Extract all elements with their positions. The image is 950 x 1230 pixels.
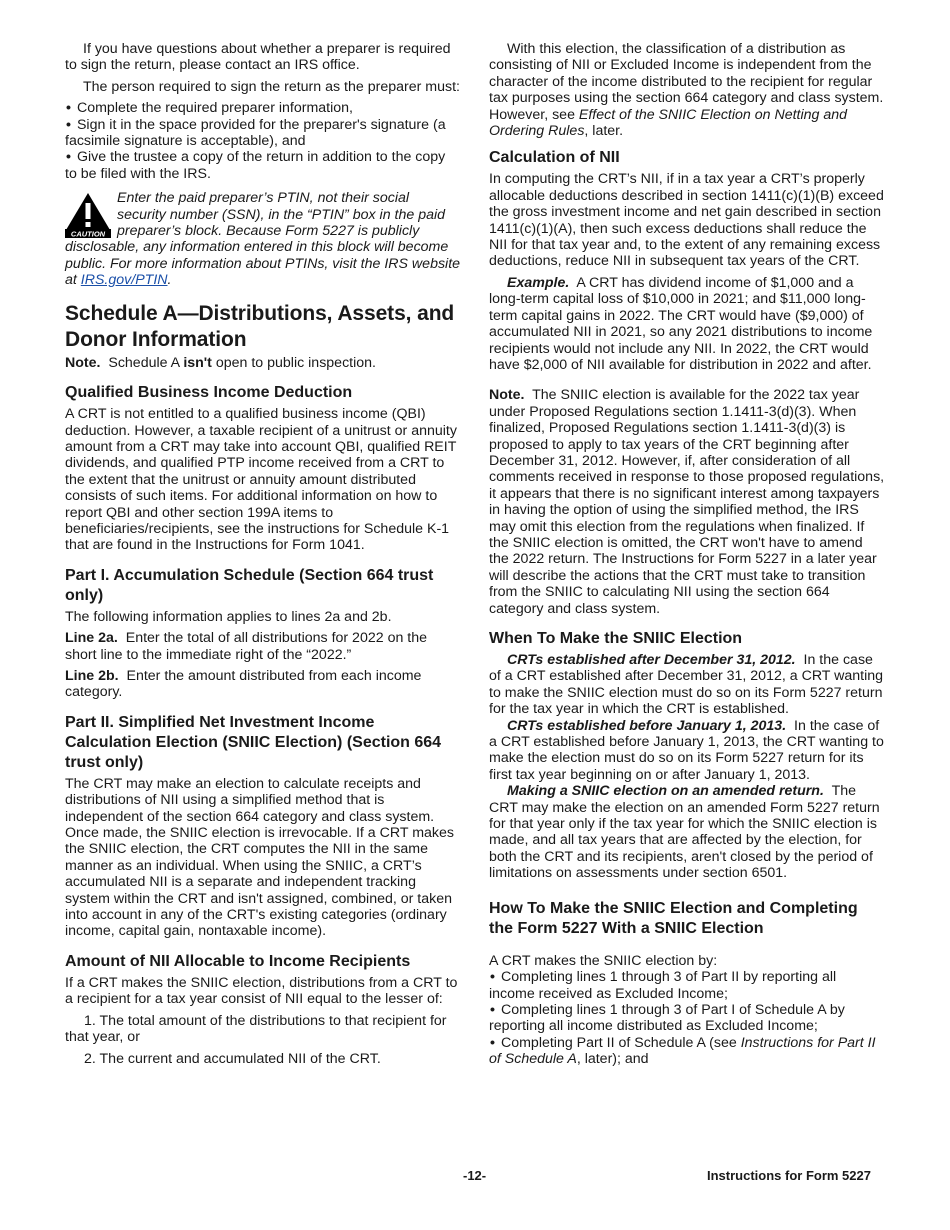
classification-paragraph	[489, 41, 885, 139]
qbi-heading: Qualified Business Income Deduction	[65, 384, 353, 402]
how-b3-text: Completing Part II of Schedule A (see	[500, 1034, 741, 1051]
page-number: -12-	[463, 1168, 487, 1183]
line2b-text: Enter the amount distributed from each income category.	[65, 667, 422, 701]
part2-heading: Part II. Simplified Net Investment Income Calculation Election (SNIIC Election) (Section 664 trust only)	[65, 713, 442, 771]
part1-intro: The following information applies to lines 2a and 2b.	[65, 608, 392, 625]
when-heading: When To Make the SNIIC Election	[489, 630, 743, 647]
example-label: Example.	[507, 274, 570, 291]
how-intro: A CRT makes the SNIIC election by:	[489, 952, 718, 969]
example-text: A CRT has dividend income of $1,000 and a long-term capital loss of $10,000 in 2021; and $11,000 long-term capital gains in 2022. The CRT would have ($9,000) of accumulated NII in 2021, so any 2021 distributions to income recipients would not include any NII. In 2022, the CRT would have $2,000 of NII available for distribution in 2022 and after.	[489, 274, 873, 373]
classification-text: With this election, the classification of a distribution as consisting of NII or Excluded Income is independent from the character of the income distributed to the recipient for regular tax purposes using the section 664 category and class system. However, see	[489, 41, 884, 123]
ptin-link[interactable]: IRS.gov/PTIN	[80, 272, 168, 289]
before-2013-text: In the case of a CRT established before January 1, 2013, the CRT wanting to make the election must do so on its Form 5227 return for its first tax year beginning on or after January 1, 2013.	[489, 717, 884, 783]
example-paragraph	[489, 275, 885, 373]
line2a-label: Line 2a.	[65, 630, 118, 647]
line2a-text: Enter the total of all distributions for 2022 on the short line to the immediate right of the “2022.”	[65, 630, 428, 663]
sniic-note-text: The SNIIC election is available for the 2022 tax year under Proposed Regulations section 1.1411-3(d)(3). When finalized, Proposed Regulations section 1.1411-3(d)(3) is proposed to apply to tax years of the CRT beginning after December 31, 2012. However, if, after consideration of all comments received in response to those proposed regulations, it appears that there is no significant interest among taxpayers in having the option of using the simplified method, the IRS may omit this election from the regulations when finalized. If the SNIIC election is omitted, the CRT won't have to amend the 2022 return. The Instructions for Form 5227 in a later year will describe the actions that the CRT must take to transition from the SNIIC to calculating NII using the section 664 category and class system.	[489, 387, 885, 617]
schedule-a-note	[65, 355, 461, 371]
list-item: • Completing lines 1 through 3 of Part II by reporting all income received as Excluded Income;	[489, 969, 885, 1002]
netting-reference: Effect of the SNIIC Election on Netting and Ordering Rules	[489, 106, 848, 140]
calc-nii-heading: Calculation of NII	[489, 149, 620, 167]
sniic-note-paragraph	[489, 387, 885, 617]
line2b-paragraph	[65, 668, 461, 701]
amount-heading: Amount of NII Allocable to Income Recipients	[65, 952, 411, 970]
note-text: Schedule A	[108, 354, 184, 371]
how-heading: How To Make the SNIIC Election and Completing the Form 5227 With a SNIIC Election	[489, 899, 858, 937]
part2-reference: Instructions for Part II of Schedule A	[489, 1034, 876, 1068]
note-text-end: open to public inspection.	[211, 354, 376, 371]
amended-text: The CRT may make the election on an amended Form 5227 return for that year only if the tax year for which the SNIIC election is made, and all tax years that are affected by the election, for both the CRT and its recipients, aren't closed by the period of limitations on assessments under section 6501.	[489, 783, 880, 882]
caution-label: CAUTION	[70, 229, 106, 239]
caution-icon	[65, 192, 111, 238]
list-item: 1. The total amount of the distributions to that recipient for that year, or	[65, 1012, 447, 1046]
part2-paragraph: The CRT may make an election to calculate receipts and distributions of NII using a simplified method that is independent of the section 664 category and class system. Once made, the SNIIC election is irrevocable. If a CRT makes the SNIIC election, the CRT computes the NII in the same manner as an individual. When using the SNIIC, a CRT’s accumulated NII is a separate and independent tracking system within the CRT and isn't assigned, combined, or taken into account in any of the CRT's existing categories (ordinary income, capital gain, nontaxable income).	[65, 775, 455, 940]
before-2013-paragraph	[489, 718, 885, 784]
part1-heading: Part I. Accumulation Schedule (Section 664 trust only)	[65, 566, 434, 604]
note-label: Note.	[489, 387, 525, 404]
how-b3-end: , later); and	[576, 1051, 649, 1068]
list-item: • Completing lines 1 through 3 of Part I of Schedule A by reporting all income distributed as Excluded Income;	[489, 1002, 885, 1035]
list-item	[489, 1035, 885, 1068]
list-item: • Complete the required preparer information,	[65, 100, 461, 116]
calc-nii-paragraph: In computing the CRT’s NII, if in a tax year a CRT’s properly allocable deductions described in section 1411(c)(1)(B) exceed the gross investment income and net gain described in section 1411(c)(1)(A), then such excess deductions shall reduce the NII for that tax year and, to the extent of any remaining excess deductions, reduce NII in subsequent tax years of the CRT.	[489, 171, 884, 270]
amount-paragraph: If a CRT makes the SNIIC election, distributions from a CRT to a recipient for a tax year consist of NII equal to the lesser of:	[65, 974, 458, 1008]
before-2013-label: CRTs established before January 1, 2013.	[507, 717, 787, 734]
list-item: • Sign it in the space provided for the preparer's signature (a facsimile signature is acceptable), and	[65, 117, 461, 150]
classification-end: , later.	[584, 123, 624, 140]
caution-note	[65, 190, 461, 288]
qbi-paragraph: A CRT is not entitled to a qualified business income (QBI) deduction. However, a taxable recipient of a unitrust or annuity amount from a CRT may take into account QBI, qualified REIT dividends, and qualified PTP income received from a CRT to the extent that the unitrust or annuity amount distributed consists of such items. For additional information on how to report QBI and other section 199A items to beneficiaries/recipients, see the instructions for Schedule K-1 that are found in the Instructions for Form 1041.	[65, 406, 457, 554]
after-2012-text: In the case of a CRT established after December 31, 2012, a CRT wanting to make the SNIIC election must do so on its Form 5227 return for the tax year in which the CRT is established.	[489, 652, 884, 718]
list-item: 2. The current and accumulated NII of the CRT.	[84, 1051, 381, 1068]
right-column	[489, 41, 885, 1068]
caution-end: .	[167, 272, 172, 289]
note-label: Note.	[65, 354, 101, 371]
note-emphasis: isn't	[183, 354, 212, 371]
amended-paragraph	[489, 783, 885, 881]
amended-label: Making a SNIIC election on an amended return.	[507, 783, 824, 800]
footer-form-title: Instructions for Form 5227	[707, 1168, 871, 1183]
preparer-question-paragraph: If you have questions about whether a preparer is required to sign the return, please contact an IRS office.	[65, 41, 451, 74]
preparer-must-paragraph: The person required to sign the return as the preparer must:	[83, 78, 460, 95]
line2b-label: Line 2b.	[65, 667, 119, 684]
list-item: • Give the trustee a copy of the return in addition to the copy to be filed with the IRS.	[65, 149, 461, 182]
after-2012-label: CRTs established after December 31, 2012.	[507, 652, 796, 668]
left-column	[65, 41, 461, 1074]
caution-text: Enter the paid preparer’s PTIN, not their social security number (SSN), in the “PTIN” box in the paid preparer’s block. Because Form 5227 is publicly disclosable, any information entered in this block will become public. For more information about PTINs, visit the IRS website at	[65, 190, 461, 289]
schedule-a-heading: Schedule A—Distributions, Assets, and Donor Information	[65, 301, 455, 351]
after-2012-paragraph	[489, 652, 885, 718]
line2a-paragraph	[65, 630, 461, 663]
